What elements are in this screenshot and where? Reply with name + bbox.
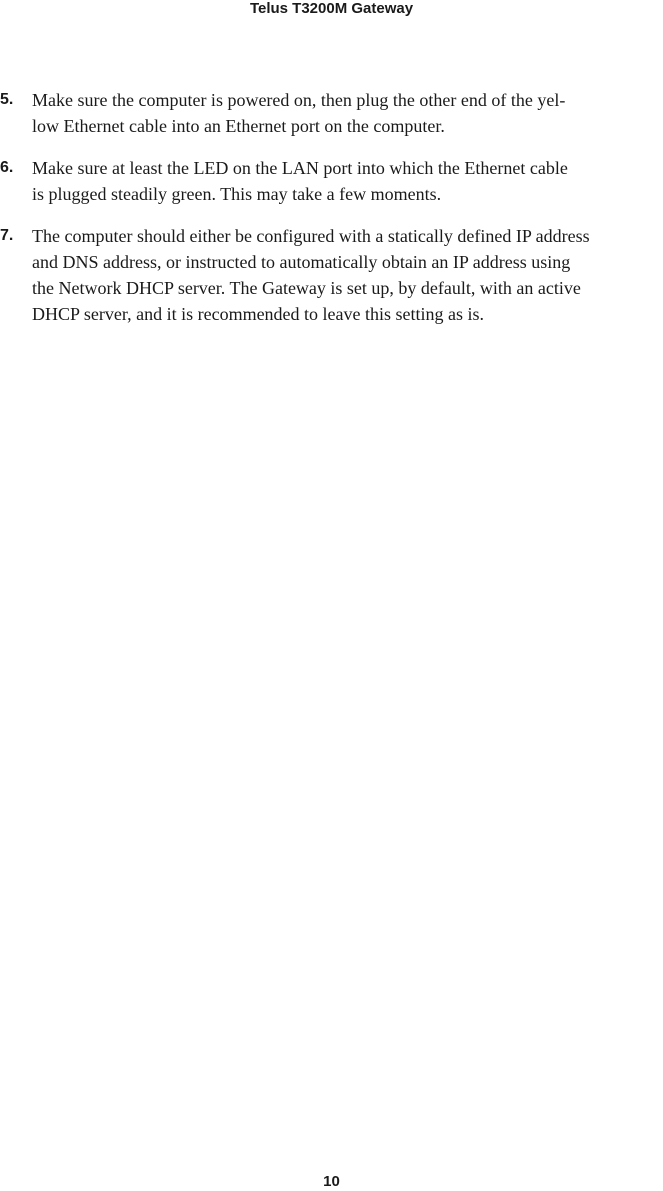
step-number: 6. [0,159,14,176]
step-item-6 [0,155,663,207]
step-number: 7. [0,227,14,244]
steps-list [0,87,663,343]
step-text-line: the Network DHCP server. The Gateway is set up, by default, with an active [32,278,581,298]
step-text-line: DHCP server, and it is recommended to leave this setting as is. [32,304,485,324]
running-header: Telus T3200M Gateway [249,0,414,17]
step-item-5 [0,87,663,139]
step-text-line: low Ethernet cable into an Ethernet port on the computer. [32,116,445,136]
step-text-line: Make sure the computer is powered on, then plug the other end of the yel- [32,90,566,110]
step-text-line: The computer should either be configured with a statically defined IP address [32,226,590,246]
step-text-line: Make sure at least the LED on the LAN port into which the Ethernet cable [32,158,568,178]
page-number: 10 [323,1173,340,1190]
step-text-line: is plugged steadily green. This may take a few moments. [32,184,442,204]
step-number: 5. [0,91,14,108]
step-text-line: and DNS address, or instructed to automatically obtain an IP address using [32,252,571,272]
step-item-7 [0,223,663,327]
